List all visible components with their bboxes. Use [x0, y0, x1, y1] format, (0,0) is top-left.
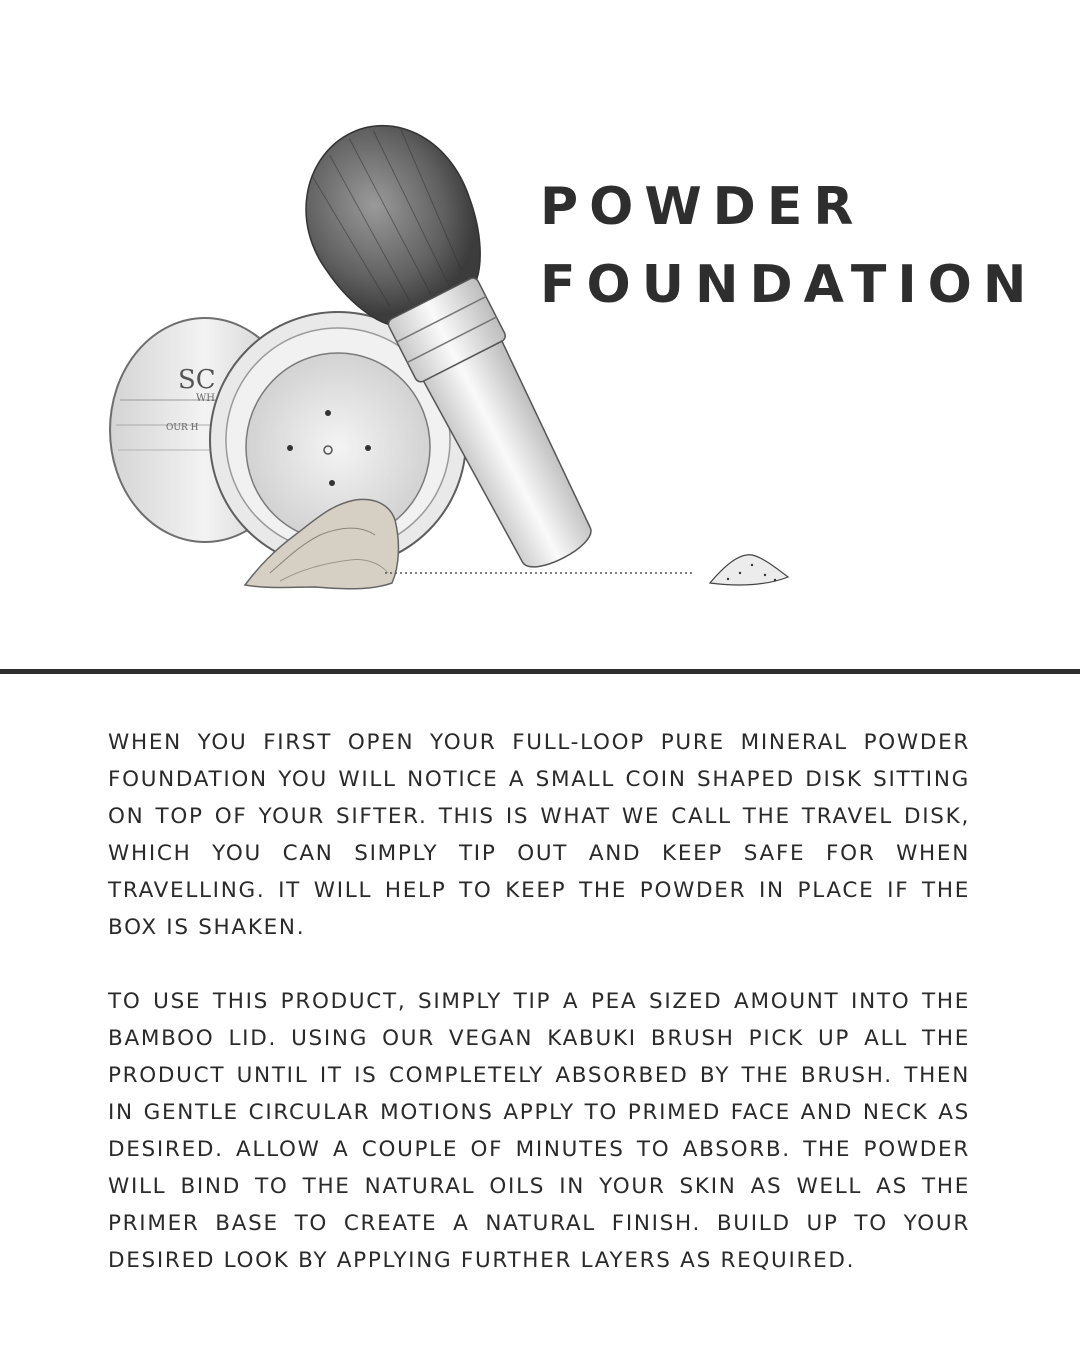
jar-small-text: OUR H [166, 423, 199, 433]
small-powder-pile [710, 555, 788, 585]
paragraph-travel-disk: WHEN YOU FIRST OPEN YOUR FULL-LOOP PURE MINERAL POWDER FOUNDATION YOU WILL NOTICE A SMALL COIN SHAPED DISK SITTING ON TOP OF YOUR SIFTER. THIS IS WHAT WE CALL THE TRAVEL DISK, WHICH YOU CAN SIMPLY TIP OUT AND KEEP SAFE FOR WHEN TRAVELLING. IT WILL HELP TO KEEP THE POWDER IN PLACE IF THE BOX IS SHAKEN. [108, 730, 970, 940]
jar-brand-text: SC [178, 365, 216, 395]
page-title [540, 168, 1037, 324]
jar-sub-text: WH [196, 393, 215, 404]
section-divider [0, 669, 1080, 674]
title-line-1: POWDER [540, 177, 865, 237]
instructions-text [108, 724, 970, 1316]
title-line-2: FOUNDATION [540, 255, 1038, 315]
paragraph-how-to-use: TO USE THIS PRODUCT, SIMPLY TIP A PEA SIZED AMOUNT INTO THE BAMBOO LID. USING OUR VEGAN KABUKI BRUSH PICK UP ALL THE PRODUCT UNTIL IT IS COMPLETELY ABSORBED BY THE BRUSH. THEN IN GENTLE CIRCULAR MOTIONS APPLY TO PRIMED FACE AND NECK AS DESIRED. ALLOW A COUPLE OF MINUTES TO ABSORB. THE POWDER WILL BIND TO THE NATURAL OILS IN YOUR SKIN AS WELL AS THE PRIMER BASE TO CREATE A NATURAL FINISH. BUILD UP TO YOUR DESIRED LOOK BY APPLYING FURTHER LAYERS AS REQUIRED. [108, 989, 970, 1273]
